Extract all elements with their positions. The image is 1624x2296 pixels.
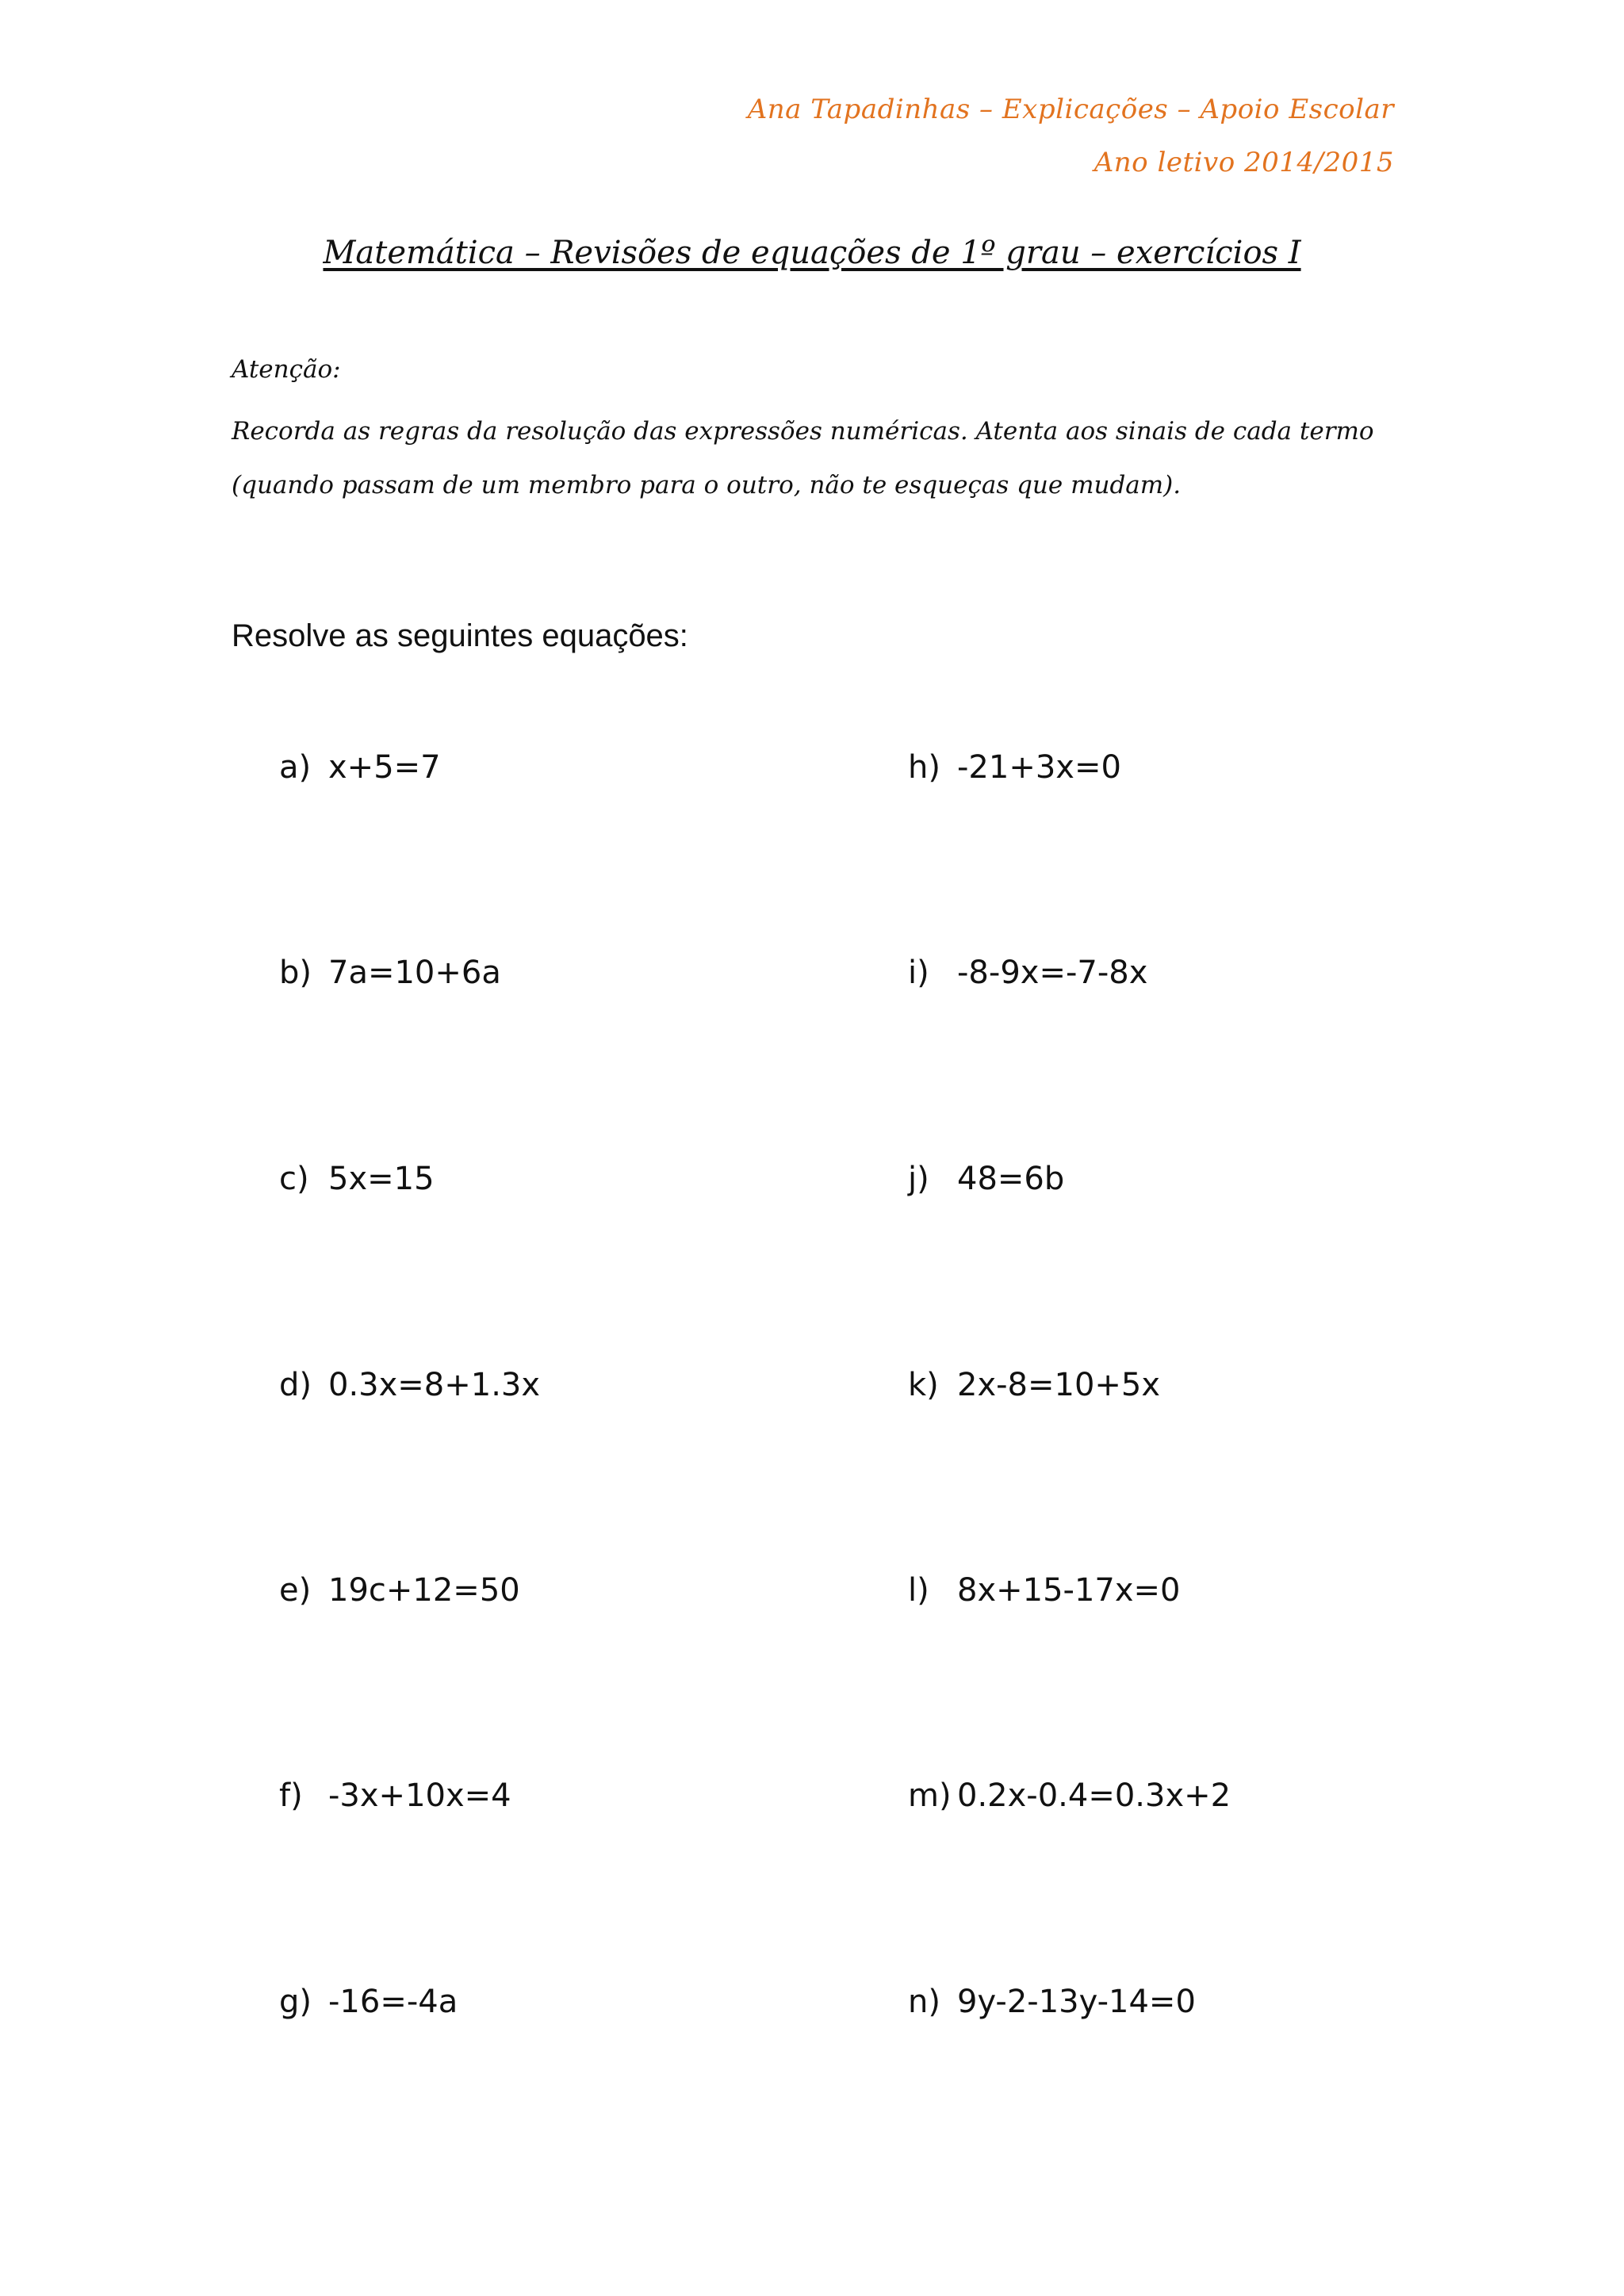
- exercise-item: [908, 1572, 1181, 1609]
- exercise-item: [908, 1984, 1196, 2020]
- exercise-label: h): [908, 749, 940, 786]
- exercise-equation: 7a=10+6a: [328, 955, 501, 991]
- exercise-item: [279, 1367, 540, 1403]
- header-tutor-name: Ana Tapadinhas – Explicações – Apoio Escolar: [747, 94, 1394, 125]
- exercise-equation: -16=-4a: [328, 1984, 458, 2020]
- exercise-item: [908, 955, 1147, 991]
- exercise-equation: 8x+15-17x=0: [957, 1572, 1181, 1609]
- page-title: Matemática – Revisões de equações de 1º grau – exercícios I: [323, 235, 1301, 271]
- exercise-equation: 19c+12=50: [328, 1572, 520, 1609]
- exercise-equation: 0.3x=8+1.3x: [328, 1367, 541, 1403]
- exercise-equation: x+5=7: [328, 749, 441, 786]
- exercise-label: n): [908, 1984, 940, 2020]
- exercise-item: [908, 1161, 1064, 1197]
- exercise-item: [279, 1777, 511, 1814]
- exercise-equation: 0.2x-0.4=0.3x+2: [957, 1777, 1231, 1814]
- exercise-equation: 48=6b: [957, 1161, 1065, 1197]
- exercise-label: i): [908, 955, 929, 991]
- exercise-equation: -21+3x=0: [957, 749, 1121, 786]
- exercise-equation: 9y-2-13y-14=0: [957, 1984, 1196, 2020]
- exercise-item: [279, 749, 441, 786]
- exercise-label: e): [279, 1572, 312, 1609]
- exercise-equation: -3x+10x=4: [328, 1777, 511, 1814]
- exercise-label: c): [279, 1161, 309, 1197]
- exercise-item: [279, 1572, 520, 1609]
- exercise-label: d): [279, 1367, 312, 1403]
- exercise-equation: -8-9x=-7-8x: [957, 955, 1148, 991]
- exercise-item: [908, 1777, 1231, 1814]
- exercise-item: [279, 1161, 435, 1197]
- exercise-label: m): [908, 1777, 952, 1814]
- exercise-equation: 5x=15: [328, 1161, 435, 1197]
- exercise-label: j): [908, 1161, 929, 1197]
- attention-label: Atenção:: [232, 355, 341, 384]
- exercise-item: [908, 1367, 1160, 1403]
- exercise-equation: 2x-8=10+5x: [957, 1367, 1161, 1403]
- exercise-label: f): [279, 1777, 303, 1814]
- header-school-year: Ano letivo 2014/2015: [1094, 147, 1394, 178]
- exercise-item: [279, 1984, 458, 2020]
- exercise-label: g): [279, 1984, 312, 2020]
- exercise-label: k): [908, 1367, 939, 1403]
- exercise-item: [279, 955, 501, 991]
- exercise-label: a): [279, 749, 312, 786]
- instruction-heading: Resolve as seguintes equações:: [232, 618, 688, 653]
- exercise-label: b): [279, 955, 312, 991]
- exercise-item: [908, 749, 1121, 786]
- attention-text: Recorda as regras da resolução das expressões numéricas. Atenta aos sinais de cada termo (quando passam de um membro para o outro, não te esqueças que mudam).: [232, 417, 1374, 499]
- exercise-label: l): [908, 1572, 929, 1609]
